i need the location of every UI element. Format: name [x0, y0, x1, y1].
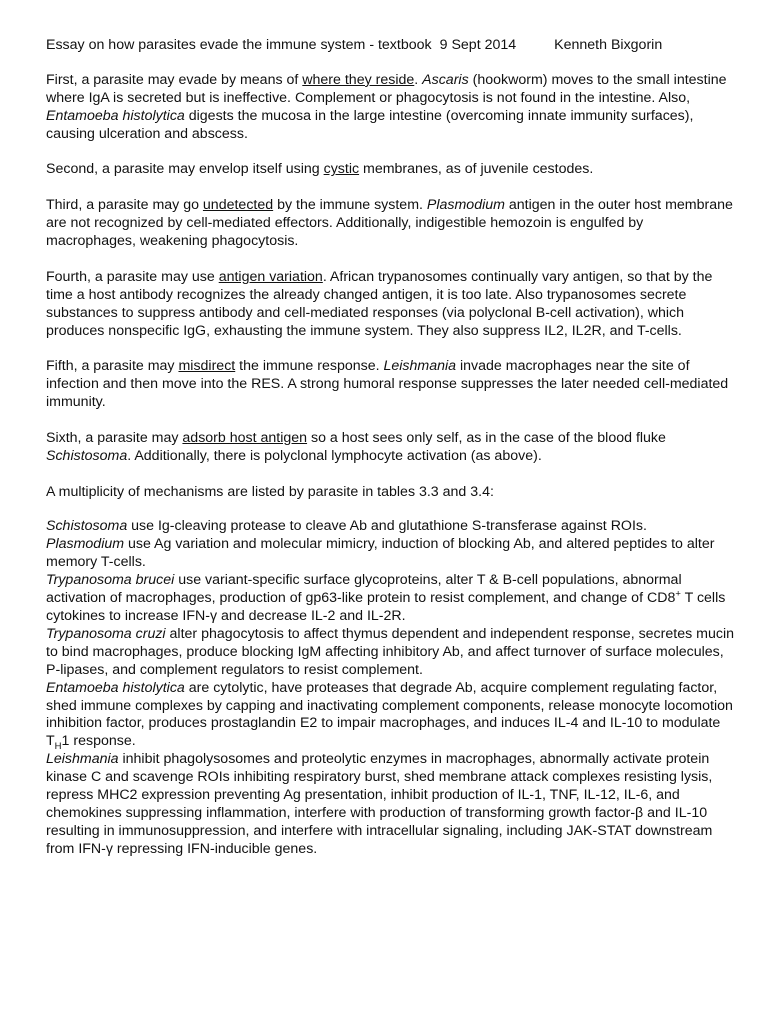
text-run: membranes, as of juvenile cestodes.	[359, 161, 594, 178]
underlined-term: cystic	[323, 161, 360, 178]
text-run: use Ig-cleaving protease to cleave Ab and glutathione S-transferase against ROIs.	[127, 518, 647, 535]
italic-organism: Ascaris	[422, 71, 469, 88]
entry-plasmodium	[46, 536, 736, 572]
underlined-term: adsorb host antigen	[182, 429, 308, 446]
underlined-term: antigen variation	[218, 268, 323, 285]
document-header	[46, 37, 736, 55]
paragraph-third	[46, 197, 736, 251]
underlined-term: undetected	[202, 197, 274, 214]
paragraph-fifth	[46, 358, 736, 412]
italic-organism: Plasmodium	[46, 536, 125, 553]
text-run: Fifth, a parasite may	[46, 358, 179, 375]
text-run: so a host sees only self, as in the case of the blood fluke	[307, 429, 666, 446]
document-page	[46, 37, 736, 859]
essay-date: 9 Sept 2014	[439, 37, 517, 53]
text-run: alter phagocytosis to affect thymus dependent and independent response, secretes mucin to bind macrophages, produce blocking IgM affecting inhibitory Ab, and affect turnover of surface molecules, P-lipases, and complement regulators to resist complement.	[46, 625, 734, 678]
entry-trypanosoma-brucei	[46, 572, 736, 626]
italic-organism: Plasmodium	[426, 197, 505, 214]
essay-author: Kenneth Bixgorin	[554, 37, 663, 53]
italic-organism: Trypanosoma brucei	[46, 572, 175, 589]
italic-organism: Trypanosoma cruzi	[46, 625, 166, 642]
text-run: T cells cytokines to increase IFN-γ and decrease IL-2 and IL-2R.	[46, 590, 726, 624]
text-run: invade macrophages near the site of infection and then move into the RES. A strong humoral response suppresses the later needed cell-mediated immunity.	[46, 358, 729, 411]
entry-schistosoma	[46, 518, 736, 536]
paragraph-tables-intro: A multiplicity of mechanisms are listed by parasite in tables 3.3 and 3.4:	[46, 483, 494, 500]
text-run: .	[414, 71, 423, 88]
essay-title: Essay on how parasites evade the immune system - textbook	[46, 37, 432, 53]
paragraph-fourth	[46, 269, 736, 341]
text-run: inhibit phagolysosomes and proteolytic enzymes in macrophages, abnormally activate protein kinase C and scavenge ROIs inhibiting respiratory burst, shed membrane attack complexes resisting lysis, repress MHC2 expression preventing Ag presentation, inhibit production of IL-1, TNF, IL-12, IL-6, and chemokines suppressing inflammation, interfere with production of transforming growth factor-β and IL-10 resulting in immunosuppression, and interfere with intracellular signaling, including JAK-STAT downstream from IFN-γ repressing IFN-inducible genes.	[46, 751, 713, 857]
text-run: use Ag variation and molecular mimicry, induction of blocking Ab, and altered peptides to alter memory T-cells.	[46, 536, 715, 571]
text-run: by the immune system.	[273, 197, 427, 214]
entry-trypanosoma-cruzi	[46, 626, 736, 680]
text-run: the immune response.	[235, 358, 384, 375]
text-run: are cytolytic, have proteases that degrade Ab, acquire complement regulating factor, shed immune complexes by capping and inactivating complement components, release monocyte locomotion inhibition factor, produces prostaglandin E2 to impair macrophages, and induces IL-4 and IL-10 to modulate T	[46, 679, 733, 750]
underlined-term: misdirect	[178, 358, 236, 375]
text-run: Fourth, a parasite may use	[46, 268, 219, 285]
text-run: digests the mucosa in the large intestine (overcoming innate immunity surfaces), causing ulceration and abscess.	[46, 107, 694, 142]
parasite-mechanism-list	[46, 518, 736, 858]
superscript: +	[675, 588, 681, 600]
paragraph-sixth	[46, 430, 736, 466]
subscript: H	[54, 741, 62, 753]
italic-organism: Leishmania	[383, 358, 457, 375]
text-run: antigen in the outer host membrane are not recognized by cell-mediated effectors. Additionally, indigestible hemozoin is engulfed by macrophages, weakening phagocytosis.	[46, 197, 733, 250]
paragraph-first	[46, 72, 736, 144]
italic-organism: Entamoeba histolytica	[46, 679, 185, 696]
underlined-term: where they reside	[302, 71, 415, 88]
italic-organism: Leishmania	[46, 751, 119, 768]
italic-organism: Schistosoma	[46, 447, 128, 464]
italic-organism: Entamoeba histolytica	[46, 107, 185, 124]
entry-leishmania	[46, 751, 736, 858]
text-run: Third, a parasite may go	[46, 197, 203, 214]
text-run: First, a parasite may evade by means of	[46, 71, 303, 88]
text-run: use variant-specific surface glycoproteins, alter T & B-cell populations, abnormal activation of macrophages, production of gp63-like protein to resist complement, and change of CD8	[46, 572, 682, 607]
text-run: . Additionally, there is polyclonal lymphocyte activation (as above).	[127, 447, 542, 464]
paragraph-second	[46, 161, 736, 179]
text-run: 1 response.	[61, 733, 136, 750]
text-run: . African trypanosomes continually vary antigen, so that by the time a host antibody recognizes the already changed antigen, it is too late. Also trypanosomes secrete substances to suppress antibody and cell-mediated responses (via polyclonal B-cell activation), which produces nonspecific IgG, exhausting the immune system. They also suppress IL2, IL2R, and T-cells.	[46, 268, 713, 339]
text-run: Second, a parasite may envelop itself using	[46, 161, 324, 178]
italic-organism: Schistosoma	[46, 518, 128, 535]
text-run: (hookworm) moves to the small intestine where IgA is secreted but is ineffective. Complement or phagocytosis is not found in the intestine. Also,	[46, 71, 727, 106]
text-run: Sixth, a parasite may	[46, 429, 183, 446]
entry-entamoeba-histolytica	[46, 680, 736, 752]
